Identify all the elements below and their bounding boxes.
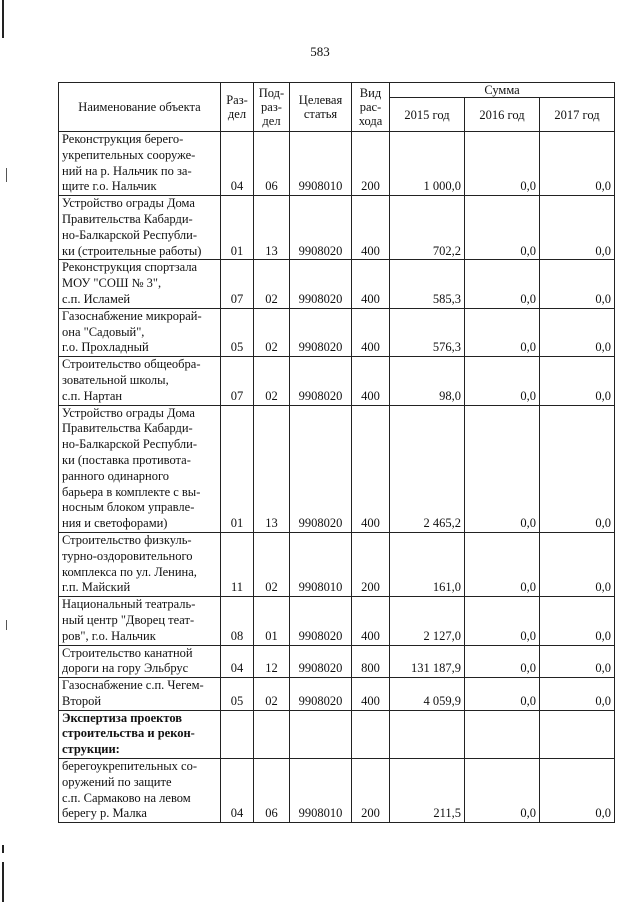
table-row <box>59 597 615 645</box>
razdel-cell: 05 <box>221 308 254 356</box>
podrazdel-cell: 02 <box>254 678 290 711</box>
razdel-cell: 07 <box>221 357 254 405</box>
sum-2015-cell: 131 187,9 <box>390 645 465 678</box>
table-row <box>59 405 615 532</box>
expense-type-cell: 400 <box>352 308 390 356</box>
sum-2015-cell: 2 465,2 <box>390 405 465 532</box>
sum-2017-cell: 0,0 <box>540 678 615 711</box>
margin-mark <box>6 620 7 630</box>
expense-type-cell: 800 <box>352 645 390 678</box>
sum-2017-cell: 0,0 <box>540 532 615 596</box>
empty-cell <box>465 710 540 758</box>
header-vid: Вид рас- хода <box>352 83 390 132</box>
razdel-cell: 04 <box>221 759 254 823</box>
target-article-cell: 9908020 <box>290 597 352 645</box>
table-body <box>59 132 615 823</box>
sum-2015-cell: 1 000,0 <box>390 132 465 196</box>
object-name-cell: Устройство ограды Дома Правительства Кабарди- но-Балкарской Республи- ки (строительные работы) <box>59 196 221 260</box>
expense-type-cell: 200 <box>352 532 390 596</box>
razdel-cell: 05 <box>221 678 254 711</box>
target-article-cell: 9908020 <box>290 678 352 711</box>
table-row <box>59 759 615 823</box>
expense-type-cell: 400 <box>352 405 390 532</box>
target-article-cell: 9908020 <box>290 196 352 260</box>
table-row <box>59 260 615 308</box>
object-name-cell: Реконструкция спортзала МОУ "СОШ № 3", с.п. Исламей <box>59 260 221 308</box>
empty-cell <box>221 710 254 758</box>
empty-cell <box>540 710 615 758</box>
header-name: Наименование объекта <box>59 83 221 132</box>
podrazdel-cell: 13 <box>254 196 290 260</box>
table-row <box>59 357 615 405</box>
razdel-cell: 08 <box>221 597 254 645</box>
target-article-cell: 9908020 <box>290 645 352 678</box>
expense-type-cell: 200 <box>352 132 390 196</box>
target-article-cell: 9908020 <box>290 357 352 405</box>
page-number: 583 <box>310 44 330 59</box>
sum-2017-cell: 0,0 <box>540 357 615 405</box>
podrazdel-cell: 02 <box>254 532 290 596</box>
target-article-cell: 9908010 <box>290 532 352 596</box>
expense-type-cell: 400 <box>352 196 390 260</box>
sum-2016-cell: 0,0 <box>465 759 540 823</box>
object-name-cell: Строительство общеобра- зовательной школы, с.п. Нартан <box>59 357 221 405</box>
expense-type-cell: 400 <box>352 357 390 405</box>
podrazdel-cell: 02 <box>254 260 290 308</box>
sum-2015-cell: 585,3 <box>390 260 465 308</box>
empty-cell <box>290 710 352 758</box>
table-row <box>59 196 615 260</box>
sum-2017-cell: 0,0 <box>540 597 615 645</box>
target-article-cell: 9908010 <box>290 132 352 196</box>
podrazdel-cell: 02 <box>254 357 290 405</box>
sum-2015-cell: 576,3 <box>390 308 465 356</box>
razdel-cell: 11 <box>221 532 254 596</box>
expense-type-cell: 400 <box>352 597 390 645</box>
object-name-cell: Газоснабжение микрорай- она "Садовый", г.о. Прохладный <box>59 308 221 356</box>
header-summa: Сумма <box>390 83 615 98</box>
empty-cell <box>352 710 390 758</box>
header-year-2017: 2017 год <box>540 98 615 132</box>
target-article-cell: 9908020 <box>290 405 352 532</box>
empty-cell <box>390 710 465 758</box>
podrazdel-cell: 13 <box>254 405 290 532</box>
object-name-cell: Строительство канатной дороги на гору Эльбрус <box>59 645 221 678</box>
object-name-cell: Строительство физкуль- турно-оздоровительного комплекса по ул. Ленина, г.п. Майский <box>59 532 221 596</box>
budget-table <box>58 82 615 823</box>
sum-2016-cell: 0,0 <box>465 196 540 260</box>
sum-2017-cell: 0,0 <box>540 645 615 678</box>
razdel-cell: 04 <box>221 645 254 678</box>
table-row <box>59 308 615 356</box>
podrazdel-cell: 06 <box>254 132 290 196</box>
podrazdel-cell: 01 <box>254 597 290 645</box>
table-row <box>59 678 615 711</box>
expense-type-cell: 400 <box>352 260 390 308</box>
podrazdel-cell: 06 <box>254 759 290 823</box>
sum-2016-cell: 0,0 <box>465 405 540 532</box>
sum-2016-cell: 0,0 <box>465 532 540 596</box>
object-name-cell: берегоукрепительных со- оружений по защите с.п. Сармаково на левом берегу р. Малка <box>59 759 221 823</box>
header-year-2016: 2016 год <box>465 98 540 132</box>
header-podrazdel: Под- раз- дел <box>254 83 290 132</box>
sum-2016-cell: 0,0 <box>465 308 540 356</box>
podrazdel-cell: 12 <box>254 645 290 678</box>
header-year-2015: 2015 год <box>390 98 465 132</box>
target-article-cell: 9908020 <box>290 308 352 356</box>
sum-2017-cell: 0,0 <box>540 759 615 823</box>
binder-edge-mark-top <box>2 0 4 38</box>
sum-2017-cell: 0,0 <box>540 132 615 196</box>
empty-cell <box>254 710 290 758</box>
object-name-cell: Устройство ограды Дома Правительства Кабарди- но-Балкарской Республи- ки (поставка противота- ранного одинарного барьера в комплекте с вы- носным блоком управле- ния и светофорами) <box>59 405 221 532</box>
sum-2017-cell: 0,0 <box>540 308 615 356</box>
target-article-cell: 9908020 <box>290 260 352 308</box>
expense-type-cell: 200 <box>352 759 390 823</box>
sum-2016-cell: 0,0 <box>465 357 540 405</box>
section-row <box>59 710 615 758</box>
table-row <box>59 645 615 678</box>
sum-2015-cell: 161,0 <box>390 532 465 596</box>
binder-edge-mark-bottom <box>2 845 4 853</box>
header-razdel: Раз- дел <box>221 83 254 132</box>
sum-2016-cell: 0,0 <box>465 260 540 308</box>
razdel-cell: 01 <box>221 405 254 532</box>
razdel-cell: 04 <box>221 132 254 196</box>
sum-2017-cell: 0,0 <box>540 196 615 260</box>
sum-2015-cell: 211,5 <box>390 759 465 823</box>
binder-edge-mark-bottom <box>2 862 4 902</box>
sum-2015-cell: 702,2 <box>390 196 465 260</box>
sum-2016-cell: 0,0 <box>465 132 540 196</box>
sum-2016-cell: 0,0 <box>465 597 540 645</box>
expense-type-cell: 400 <box>352 678 390 711</box>
table-row <box>59 132 615 196</box>
object-name-cell: Реконструкция берего- укрепительных сооруже- ний на р. Нальчик по за- щите г.о. Нальчик <box>59 132 221 196</box>
podrazdel-cell: 02 <box>254 308 290 356</box>
object-name-cell: Газоснабжение с.п. Чегем- Второй <box>59 678 221 711</box>
sum-2016-cell: 0,0 <box>465 678 540 711</box>
header-target: Целевая статья <box>290 83 352 132</box>
section-title: Экспертиза проектов строительства и рекон- струкции: <box>59 710 221 758</box>
target-article-cell: 9908010 <box>290 759 352 823</box>
object-name-cell: Национальный театраль- ный центр "Дворец теат- ров", г.о. Нальчик <box>59 597 221 645</box>
sum-2017-cell: 0,0 <box>540 260 615 308</box>
razdel-cell: 01 <box>221 196 254 260</box>
sum-2015-cell: 98,0 <box>390 357 465 405</box>
razdel-cell: 07 <box>221 260 254 308</box>
margin-mark <box>6 168 7 182</box>
sum-2015-cell: 4 059,9 <box>390 678 465 711</box>
table-row <box>59 532 615 596</box>
sum-2016-cell: 0,0 <box>465 645 540 678</box>
sum-2017-cell: 0,0 <box>540 405 615 532</box>
sum-2015-cell: 2 127,0 <box>390 597 465 645</box>
